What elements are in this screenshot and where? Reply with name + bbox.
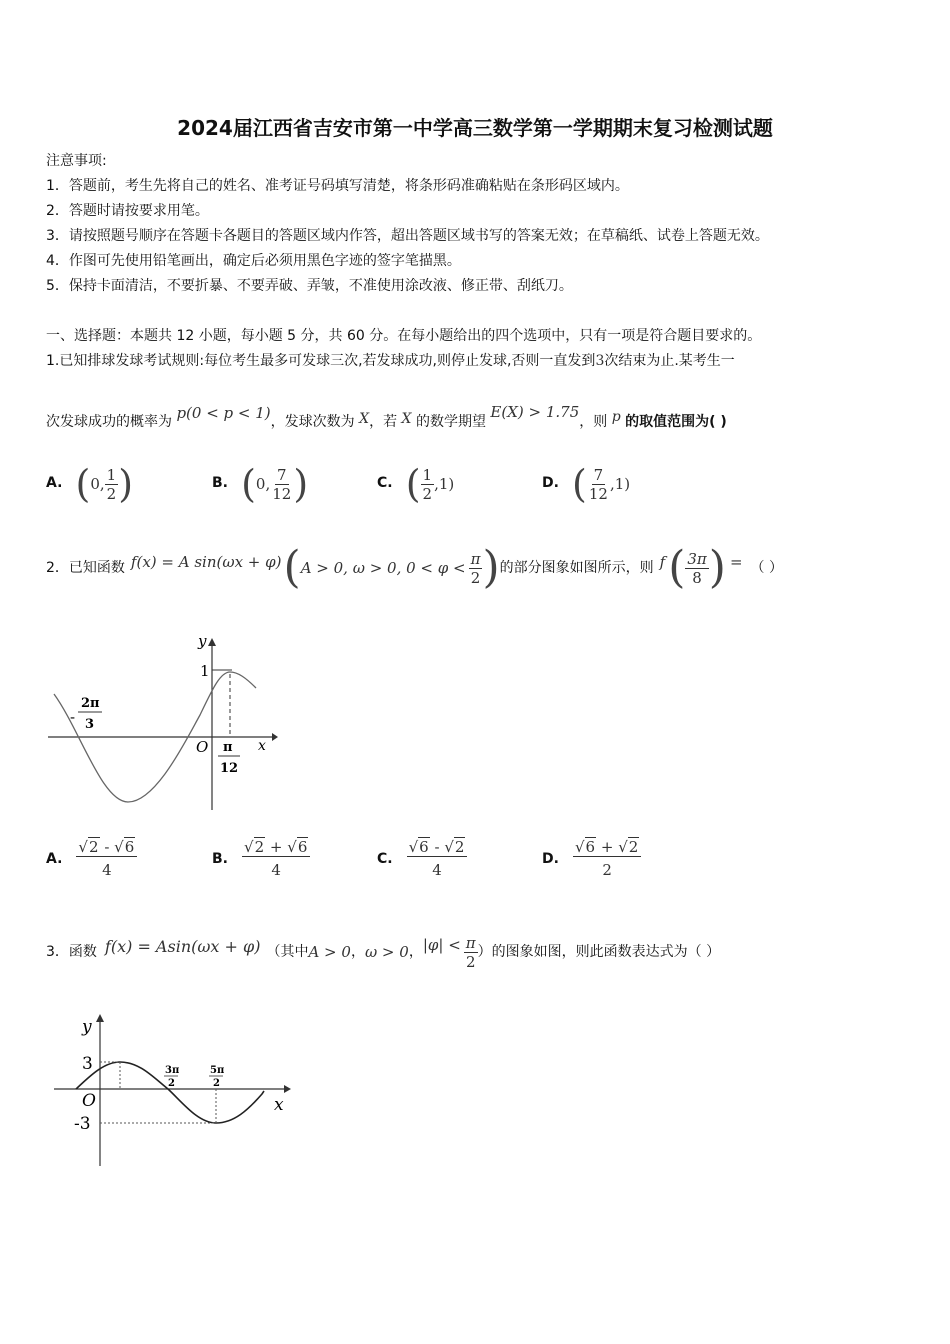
frac-den: 12 (272, 484, 292, 503)
max-label: 1 (200, 662, 210, 680)
q3-function: f(x) = Asin(ωx + φ) (104, 937, 261, 956)
q1-text: ，则 (579, 414, 608, 430)
q3-text: ， (408, 944, 423, 960)
q1-option-c[interactable]: C. ( $\frac{1}{2}$ ,1) (377, 462, 455, 506)
option-letter: C. (377, 850, 393, 867)
radicand: 6 (419, 838, 429, 856)
q2-condition: A > 0, ω > 0, 0 < φ < (300, 559, 466, 577)
q1-text: 次结束为止.某考生一 (604, 353, 735, 369)
q3-phi-condition: |φ| < (422, 936, 461, 954)
option-letter: C. (377, 474, 393, 491)
q2-option-a[interactable]: A. $\frac{√2 - √6}{4}$ (46, 838, 137, 879)
pi-frac-den: 12 (220, 761, 239, 776)
pi-frac-num: π (223, 740, 233, 755)
frac-den: 2 (465, 952, 476, 971)
frac-num: 1 (106, 465, 117, 484)
q1-text: 的数学期望 (415, 414, 486, 430)
option-letter: D. (542, 474, 559, 491)
y-label: y (82, 1017, 92, 1037)
q3-text: ， (350, 944, 365, 960)
q2-text: 2．已知函数 (46, 560, 125, 576)
frac-den: 4 (102, 861, 112, 879)
option-text: ) (118, 462, 134, 506)
tick-frac-den: 2 (168, 1078, 175, 1089)
operator: - (434, 838, 440, 856)
frac-den: 4 (271, 861, 281, 879)
q3-text: （其中 (266, 944, 309, 960)
notice-item: 5．保持卡面清洁，不要折暴、不要弄破、弄皱，不准使用涂改液、修正带、刮纸刀。 (46, 278, 573, 294)
option-text: 0, (90, 475, 105, 493)
notice-item: 1．答题前，考生先将自己的姓名、准考证号码填写清楚，将条形码准确粘贴在条形码区域内。 (46, 178, 629, 194)
frac-den: 2 (602, 861, 612, 879)
page-title: 2024届江西省吉安市第一中学高三数学第一学期期末复习检测试题 (177, 116, 773, 140)
radicand: 2 (628, 838, 639, 856)
option-letter: D. (542, 850, 559, 867)
origin-label: O (82, 1091, 96, 1111)
q1-text: 1.已知排球发球考试规则:每位考生最多可发球三次,若发球成功,则停止发球,否则一直发到 (46, 353, 596, 369)
y-label: y (198, 632, 207, 650)
frac-den: 12 (588, 484, 608, 503)
option-text: 0, (255, 475, 271, 493)
option-letter: B. (212, 474, 228, 491)
notice-item: 2．答题时请按要求用笔。 (46, 203, 209, 219)
frac-num: 1 (422, 465, 433, 484)
neg-frac-num: 2π (81, 696, 100, 711)
q1-var-x: X (359, 411, 370, 427)
x-label: x (274, 1095, 284, 1115)
q1-line1 (46, 352, 735, 370)
notice-item: 3．请按照题号顺序在答题卡各题目的答题区域内作答，超出答题区域书写的答案无效；在草稿纸、试卷上答题无效。 (46, 228, 769, 244)
q3-graph (48, 1010, 298, 1170)
q1-expectation: E(X) > 1.75 (490, 403, 580, 421)
section-heading: 一、选择题：本题共 12 小题，每小题 5 分，共 60 分。在每小题给出的四个选项中，只有一项是符合题目要求的。 (46, 328, 762, 344)
radicand: 2 (88, 838, 99, 856)
max-label: 3 (82, 1054, 93, 1074)
q1-line2 (46, 403, 727, 431)
q1-option-d[interactable]: D. ( $\frac{7}{12}$ ,1) (542, 462, 631, 506)
q2-text: 的部分图象如图所示，则 (499, 560, 654, 576)
q2-text: （ ） (750, 560, 783, 576)
q1-text: ，若 (369, 414, 398, 430)
q3-text: 3．函数 (46, 944, 97, 960)
q1-text: 的取值范围为( ) (625, 414, 727, 430)
frac-num: π (465, 933, 476, 952)
frac-den: 2 (422, 484, 433, 503)
min-label: -3 (74, 1114, 91, 1134)
x-axis-arrow-icon (284, 1085, 291, 1093)
y-axis-arrow-icon (96, 1014, 104, 1022)
q2-equals: = (729, 553, 743, 571)
q2-graph (40, 630, 280, 815)
q3-stem (46, 928, 720, 976)
radicand: 6 (124, 838, 135, 856)
frac-num: 7 (593, 465, 604, 484)
q2-f: f (659, 553, 666, 571)
q2-stem: 2．已知函数 f(x) = A sin(ωx + φ) ( A > 0, ω > 0, 0 < φ < $\frac{\pi}{2}$ ) 的部分图象如图所示，则 f ( $\frac{3\pi}{8}$ ) = （ ） (46, 542, 783, 593)
frac-den: 2 (470, 568, 481, 587)
tick-frac-num: 3π (165, 1065, 180, 1076)
q1-var-x: X (401, 411, 412, 427)
option-text: ) (293, 462, 309, 506)
neg-sign: - (70, 708, 76, 726)
q3-omega-condition: ω > 0 (364, 943, 409, 961)
frac-num: 3π (687, 549, 707, 568)
tick-frac-den: 2 (213, 1078, 220, 1089)
origin-label: O (196, 738, 209, 756)
q2-option-b[interactable]: B. $\frac{√2 + √6}{4}$ (212, 838, 310, 879)
option-text: ,1) (434, 475, 455, 493)
q1-p-condition: p(0 < p < 1) (176, 404, 271, 422)
q3-a-condition: A > 0 (308, 943, 351, 961)
radicand: 6 (585, 838, 596, 856)
q1-text: 次发球成功的概率为 (46, 414, 172, 430)
frac-den: 8 (692, 568, 702, 587)
option-letter: B. (212, 850, 228, 867)
option-text: ,1) (609, 475, 631, 493)
q3-text: ）的图象如图，则此函数表达式为（ ） (477, 944, 721, 960)
x-label: x (258, 738, 266, 754)
operator: + (269, 838, 283, 856)
radicand: 2 (254, 838, 265, 856)
tick-frac-num: 5π (210, 1065, 225, 1076)
q1-text: ，发球次数为 (270, 414, 355, 430)
frac-num: π (470, 549, 481, 568)
operator: - (104, 838, 110, 856)
q1-var-p: p (611, 409, 621, 425)
q2-function: f(x) = A sin(ωx + φ) (130, 553, 282, 571)
frac-den: 2 (106, 484, 117, 503)
q2-option-c[interactable]: C. $\frac{√6 - √2}{4}$ (377, 838, 467, 879)
option-letter: A. (46, 850, 63, 867)
radicand: 6 (297, 838, 308, 856)
q2-option-d[interactable]: D. $\frac{√6 + √2}{2}$ (542, 838, 641, 879)
notice-item: 4．作图可先使用铅笔画出，确定后必须用黑色字迹的签字笔描黑。 (46, 253, 461, 269)
q1-option-b[interactable]: B. (0, $\frac{7}{12}$ ) (212, 462, 309, 506)
frac-num: 7 (277, 465, 287, 484)
notice-heading: 注意事项: (46, 153, 107, 169)
y-axis-arrow-icon (208, 638, 216, 646)
q1-option-a[interactable]: A. (0, $\frac{1}{2}$ ) (46, 462, 134, 506)
option-letter: A. (46, 474, 63, 491)
q1-number: 3 (595, 353, 605, 369)
operator: + (600, 838, 614, 856)
radicand: 2 (454, 838, 465, 856)
x-axis-arrow-icon (272, 733, 278, 741)
neg-frac-den: 3 (85, 717, 95, 732)
frac-den: 4 (432, 861, 442, 879)
